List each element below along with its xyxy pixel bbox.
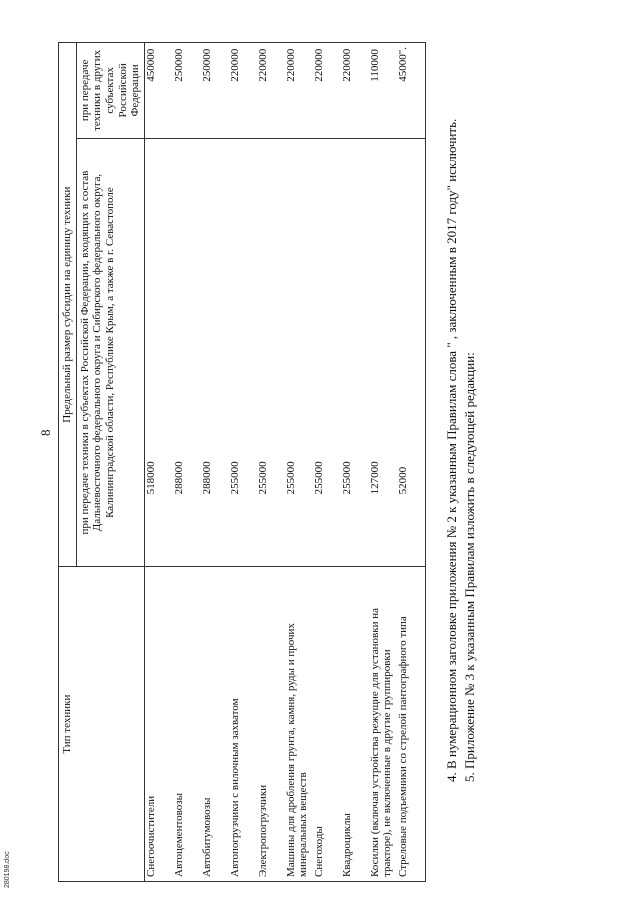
cell-type: Косилки (включая устройства режущие для установки на тракторе), не включенные в другие группировки [369,567,397,882]
paragraph-5: 5. Приложение № 3 к указанным Правилам изложить в следующей редакции: [462,352,478,782]
cell-value2: 220000 [313,43,341,139]
cell-type: Автопогрузчики с вилочным захватом [229,567,257,882]
document-code: 280198.doc [4,851,11,888]
cell-value1: 255000 [229,138,257,567]
column-header-type: Тип техники [59,567,145,882]
cell-value2: 220000 [229,43,257,139]
cell-value2: 45000". [397,43,426,139]
rotated-content [58,42,578,882]
cell-value1: 518000 [144,138,173,567]
cell-value1: 127000 [369,138,397,567]
cell-type: Машины для дробления грунта, камня, руды и прочих минеральных веществ [285,567,313,882]
table-row [173,43,201,882]
column-header-value1: при передаче техники в субъектах Российской Федерации, входящих в состав Дальневосточного федерального округа и Сибирского федерального округа, Калининградской области, Республике Крым, а также в г. Севастополе [76,138,144,567]
cell-type: Квадроциклы [341,567,369,882]
cell-value2: 220000 [257,43,285,139]
column-header-value2: при передаче техники в других субъектах Российской Федерации [76,43,144,139]
body-paragraphs [444,42,479,882]
cell-type: Снегоочистители [144,567,173,882]
cell-value1: 288000 [173,138,201,567]
cell-value2: 450000 [144,43,173,139]
cell-value1: 255000 [257,138,285,567]
paragraph-4: 4. В нумерационном заголовке приложения № 2 к указанным Правилам слова " , заключенным в 2017 году" исключить. [443,118,459,782]
table-row [341,43,369,882]
table-row [397,43,426,882]
table-row [229,43,257,882]
cell-type: Автоцементовозы [173,567,201,882]
table-row [144,43,173,882]
cell-value1: 288000 [201,138,229,567]
cell-type: Автобитумовозы [201,567,229,882]
page-number: 8 [38,429,53,436]
cell-value1: 255000 [341,138,369,567]
cell-value2: 220000 [341,43,369,139]
cell-value2: 250000 [173,43,201,139]
cell-type: Электропогрузчики [257,567,285,882]
cell-value1: 255000 [285,138,313,567]
cell-value1: 52000 [397,138,426,567]
table-row [369,43,397,882]
cell-type: Снегоходы [313,567,341,882]
cell-value2: 220000 [285,43,313,139]
table-row [201,43,229,882]
cell-value2: 250000 [201,43,229,139]
table-row [285,43,313,882]
column-group-header: Предельный размер субсидии на единицу техники [59,43,77,567]
cell-type: Стреловые подъемники со стрелой пантографного типа [397,567,426,882]
cell-value1: 255000 [313,138,341,567]
table-row [313,43,341,882]
cell-value2: 110000 [369,43,397,139]
subsidy-table [58,42,426,882]
table-row [257,43,285,882]
